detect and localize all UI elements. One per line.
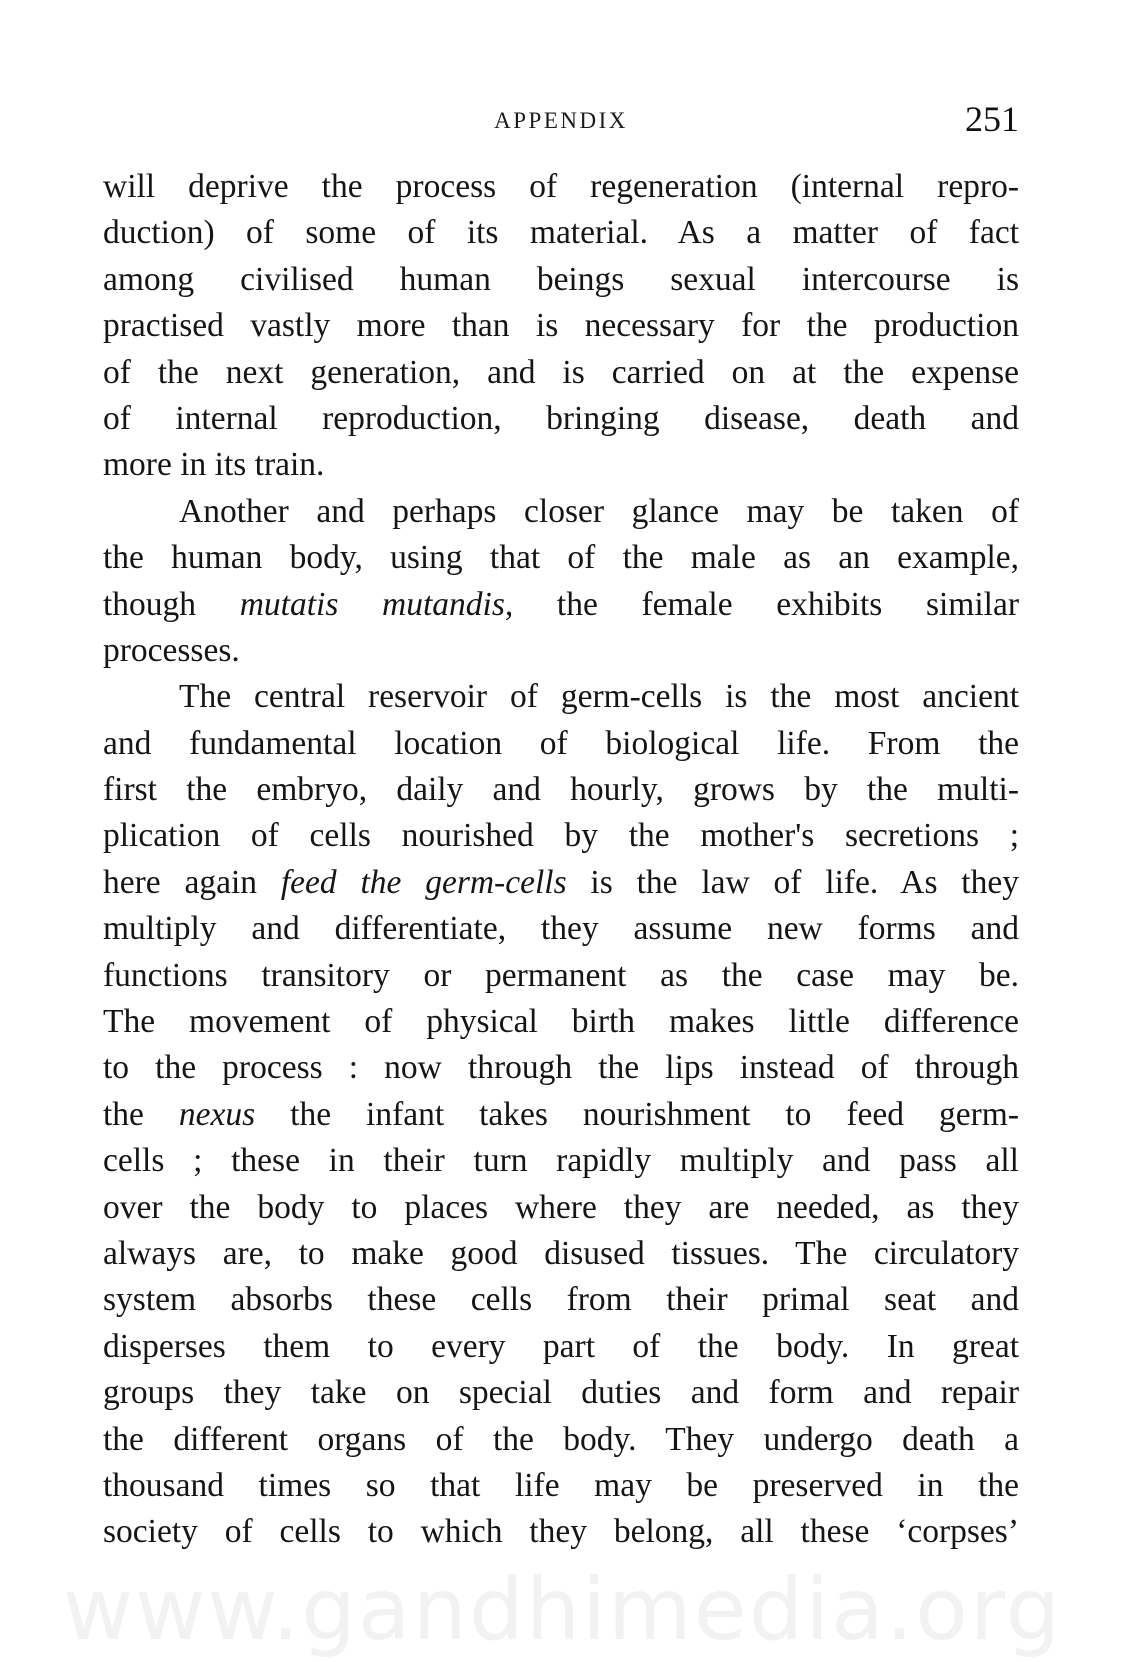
- text-line: the human body, using that of the male as an example,: [103, 539, 1019, 577]
- text-line: The central reservoir of germ-cells is the most ancient: [179, 678, 1019, 716]
- text-line: functions transitory or permanent as the case may be.: [103, 956, 1019, 994]
- running-head: [103, 98, 1019, 142]
- text-line: more in its train.: [103, 446, 325, 484]
- text-run: the: [103, 1095, 179, 1133]
- text-line: disperses them to every part of the body. In great: [103, 1327, 1019, 1365]
- text-line: plication of cells nourished by the mother's secretions ;: [103, 817, 1019, 855]
- text-line: system absorbs these cells from their primal seat and: [103, 1281, 1019, 1319]
- body-text: [103, 164, 1019, 1556]
- text-line: of internal reproduction, bringing disease, death and: [103, 399, 1019, 437]
- text-line: the different organs of the body. They undergo death a: [103, 1420, 1019, 1458]
- text-line: society of cells to which they belong, all these ‘corpses’: [103, 1513, 1019, 1551]
- text-line: cells ; these in their turn rapidly multiply and pass all: [103, 1142, 1019, 1180]
- italic-phrase: mutatis mutandis,: [239, 585, 514, 623]
- text-line: to the process : now through the lips instead of through: [103, 1049, 1019, 1087]
- italic-phrase: nexus: [178, 1095, 256, 1133]
- text-run: is the law of life. As they: [566, 863, 1019, 901]
- text-line: [103, 582, 1019, 628]
- text-run: the female exhibits similar: [513, 585, 1020, 623]
- text-line: thousand times so that life may be preserved in the: [103, 1466, 1019, 1504]
- text-line: and fundamental location of biological life. From the: [103, 724, 1019, 762]
- text-line: practised vastly more than is necessary for the production: [103, 307, 1019, 345]
- text-line: among civilised human beings sexual intercourse is: [103, 260, 1019, 298]
- watermark: www.gandhimedia.org: [62, 1560, 1063, 1660]
- text-line: [103, 1092, 1019, 1138]
- text-line: duction) of some of its material. As a matter of fact: [103, 214, 1019, 252]
- text-line: will deprive the process of regeneration (internal repro-: [103, 168, 1019, 205]
- text-run: here again: [103, 863, 281, 901]
- text-line: processes.: [103, 631, 240, 669]
- page-number: 251: [965, 99, 1019, 139]
- text-line: multiply and differentiate, they assume new forms and: [103, 910, 1019, 948]
- text-run: though: [103, 585, 240, 623]
- text-run: the infant takes nourishment to feed germ-: [255, 1095, 1019, 1133]
- text-line: of the next generation, and is carried on at the expense: [103, 353, 1019, 391]
- italic-phrase: feed the germ-cells: [280, 863, 567, 901]
- text-line: Another and perhaps closer glance may be taken of: [179, 492, 1019, 530]
- text-line: over the body to places where they are needed, as they: [103, 1188, 1019, 1226]
- text-line: [103, 860, 1019, 906]
- text-line: always are, to make good disused tissues. The circulatory: [103, 1234, 1019, 1272]
- text-line: first the embryo, daily and hourly, grows by the multi-: [103, 771, 1019, 809]
- text-line: The movement of physical birth makes little difference: [103, 1003, 1019, 1041]
- text-line: groups they take on special duties and form and repair: [103, 1374, 1019, 1412]
- running-title: APPENDIX: [494, 108, 628, 133]
